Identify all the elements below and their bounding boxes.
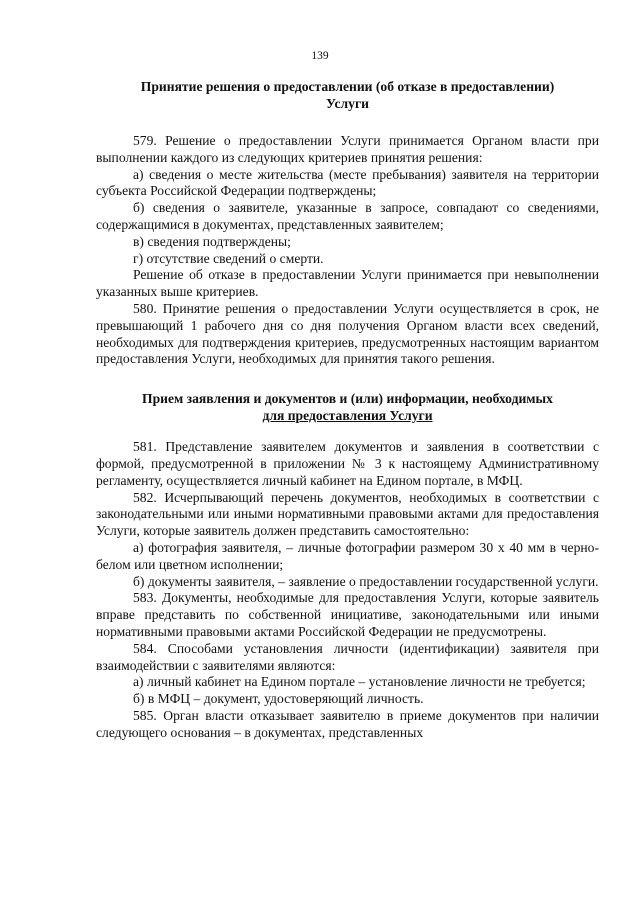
paragraph-582-b: б) документы заявителя, – заявление о предоставлении государственной услуги. xyxy=(133,573,599,589)
section-heading-decision-line1: Принятие решения о предоставлении (об отказе в предоставлении) xyxy=(140,79,555,94)
page-number: 139 xyxy=(311,50,329,62)
section-heading-reception xyxy=(104,390,591,424)
paragraph-585: 585. Орган власти отказывает заявителю в приеме документов при наличии следующего основания – в документах, представленных xyxy=(96,707,599,740)
document-body xyxy=(96,78,599,742)
paragraph-579: 579. Решение о предоставлении Услуги принимается Органом власти при выполнении каждого из следующих критериев принятия решения: xyxy=(96,133,599,165)
paragraph-581: 581. Представление заявителем документов и заявления в соответствии с формой, предусмотренной в приложении № 3 к настоящему Административному регламенту, осуществляется личный кабинет на Едином портале, в МФЦ. xyxy=(96,439,599,488)
paragraph-582: 582. Исчерпывающий перечень документов, необходимых в соответствии с законодательными или иными нормативными правовыми актами для предоставления Услуги, которые заявитель должен представить самостоятельно: xyxy=(96,489,599,539)
paragraph-584-b: б) в МФЦ – документ, удостоверяющий личность. xyxy=(133,691,424,707)
paragraph-579-v: в) сведения подтверждены; xyxy=(133,233,291,249)
paragraph-584-a: а) личный кабинет на Едином портале – установление личности не требуется; xyxy=(133,674,586,690)
paragraph-583: 583. Документы, необходимые для предоставления Услуги, которые заявитель вправе представить по собственной инициативе, законодательными или иными нормативными правовыми актами Российской Федерации не предусмотрены. xyxy=(96,590,599,639)
paragraph-refusal: Решение об отказе в предоставлении Услуги принимается при невыполнении указанных выше критериев. xyxy=(96,267,599,300)
paragraph-579-a: а) сведения о месте жительства (месте пребывания) заявителя на территории субъекта Российской Федерации подтверждены; xyxy=(96,166,599,199)
section-heading-decision-line2: Услуги xyxy=(326,96,369,111)
paragraph-579-g: г) отсутствие сведений о смерти. xyxy=(133,250,324,266)
paragraph-584: 584. Способами установления личности (идентификации) заявителя при взаимодействии с заявителями являются: xyxy=(96,640,599,673)
paragraph-580: 580. Принятие решения о предоставлении Услуги осуществляется в срок, не превышающий 1 рабочего дня со дня получения Органом власти всех сведений, необходимых для подтверждения критериев, предусмотренных настоящим вариантом предоставления Услуги, необходимых для принятия такого решения. xyxy=(96,300,599,367)
section-heading-reception-line1: Прием заявления и документов и (или) информации, необходимых xyxy=(142,391,553,407)
section-heading-decision xyxy=(104,78,591,112)
paragraph-582-a: а) фотография заявителя, – личные фотографии размером 30 x 40 мм в черно-белом или цветном исполнении; xyxy=(96,539,599,572)
section-heading-reception-line2: для предоставления Услуги xyxy=(262,408,433,424)
paragraph-579-b: б) сведения о заявителе, указанные в запросе, совпадают со сведениями, содержащимися в документах, представленных заявителем; xyxy=(96,200,599,232)
